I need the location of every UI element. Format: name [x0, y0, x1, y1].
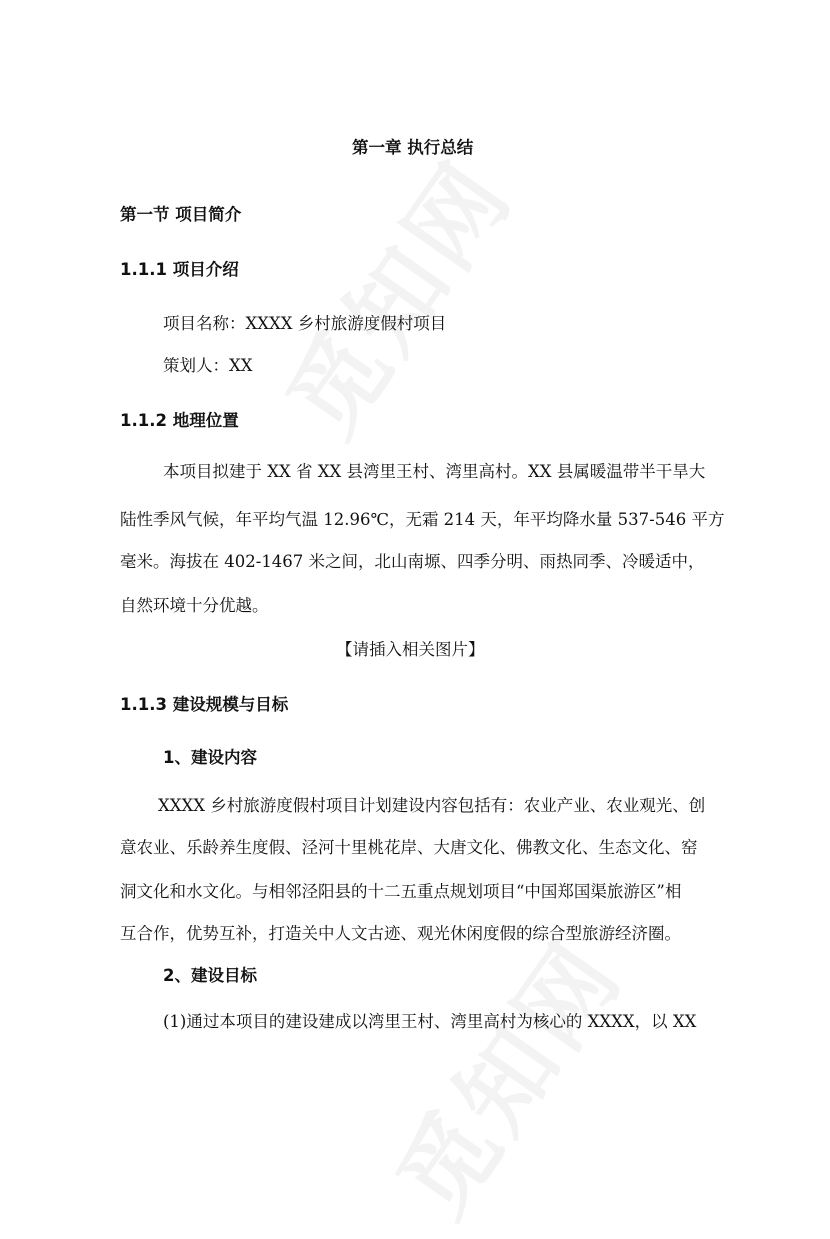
paragraph-line: 毫米。海拔在 402-1467 米之间，北山南塬、四季分明、雨热同季、冷暖适中，: [120, 552, 705, 571]
planner: 策划人：XX: [163, 356, 253, 375]
chapter-title: 第一章 执行总结: [352, 138, 474, 157]
paragraph-line: 意农业、乐龄养生度假、泾河十里桃花岸、大唐文化、佛教文化、生态文化、窑: [120, 838, 698, 857]
section-title: 第一节 项目简介: [120, 205, 242, 224]
paragraph-line: (1)通过本项目的建设建成以湾里王村、湾里高村为核心的 XXXX，以 XX: [163, 1012, 697, 1031]
paragraph-line: 洞文化和水文化。与相邻泾阳县的十二五重点规划项目“中国郑国渠旅游区”相: [120, 882, 682, 901]
paragraph-line: 陆性季风气候，年平均气温 12.96℃，无霜 214 天，年平均降水量 537-546 平方: [120, 510, 725, 529]
paragraph-line: 本项目拟建于 XX 省 XX 县湾里王村、湾里高村。XX 县属暖温带半干旱大: [163, 462, 706, 481]
subheading-content: 1、建设内容: [163, 748, 257, 767]
paragraph-line: 自然环境十分优越。: [120, 596, 269, 615]
watermark: [360, 909, 648, 1238]
image-placeholder: 【请插入相关图片】: [336, 640, 485, 659]
watermark: [250, 129, 538, 458]
subheading-goals: 2、建设目标: [163, 966, 257, 985]
heading-1-1-2: 1.1.2 地理位置: [120, 411, 239, 430]
heading-1-1-1: 1.1.1 项目介绍: [120, 260, 239, 279]
project-name: 项目名称：XXXX 乡村旅游度假村项目: [163, 314, 447, 333]
paragraph-line: XXXX 乡村旅游度假村项目计划建设内容包括有：农业产业、农业观光、创: [158, 796, 706, 815]
paragraph-line: 互合作，优势互补，打造关中人文古迹、观光休闲度假的综合型旅游经济圈。: [120, 924, 681, 943]
heading-1-1-3: 1.1.3 建设规模与目标: [120, 695, 289, 714]
